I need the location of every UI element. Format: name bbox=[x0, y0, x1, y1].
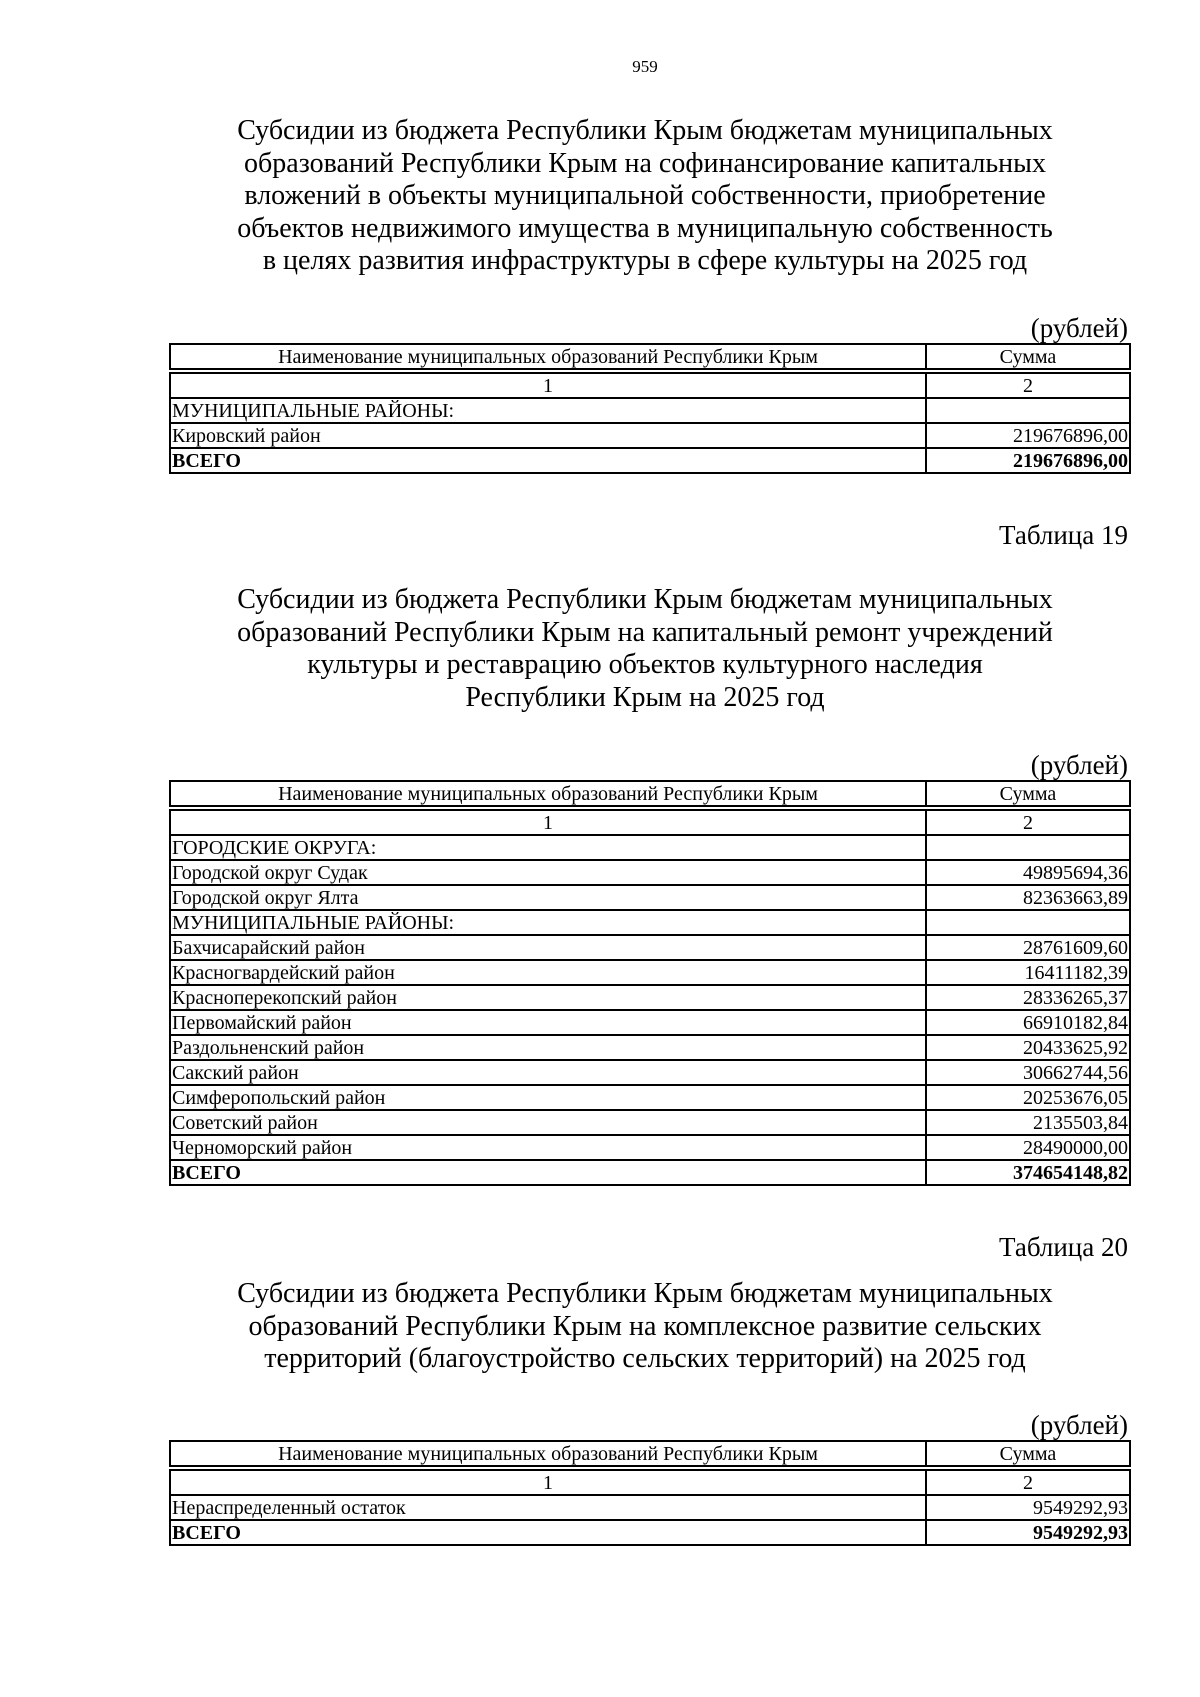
table-row bbox=[170, 398, 1130, 423]
table-row bbox=[170, 835, 1130, 860]
row-name: Раздольненский район bbox=[170, 1035, 926, 1060]
table-row bbox=[170, 423, 1130, 448]
title-line: территорий (благоустройство сельских территорий) на 2025 год bbox=[264, 1343, 1026, 1374]
total-row bbox=[170, 1520, 1130, 1545]
header-name-cell: Наименование муниципальных образований Республики Крым bbox=[170, 344, 926, 369]
row-name: Городской округ Судак bbox=[170, 860, 926, 885]
table-row bbox=[170, 1035, 1130, 1060]
row-value: 28490000,00 bbox=[926, 1135, 1130, 1160]
table-row bbox=[170, 985, 1130, 1010]
column-number-row bbox=[170, 810, 1130, 835]
header-sum-cell: Сумма bbox=[926, 1441, 1130, 1466]
table-label-19: Таблица 19 bbox=[999, 520, 1128, 550]
table-row bbox=[170, 1085, 1130, 1110]
column-number-row bbox=[170, 373, 1130, 398]
total-row bbox=[170, 448, 1130, 473]
table-row bbox=[170, 1010, 1130, 1035]
table-row bbox=[170, 1495, 1130, 1520]
title-line: Субсидии из бюджета Республики Крым бюджетам муниципальных bbox=[237, 1278, 1053, 1309]
column-number-2: 2 bbox=[926, 373, 1130, 398]
title-line: Субсидии из бюджета Республики Крым бюджетам муниципальных bbox=[237, 584, 1053, 615]
total-label: ВСЕГО bbox=[170, 1520, 926, 1545]
table-row bbox=[170, 860, 1130, 885]
table-row bbox=[170, 910, 1130, 935]
table-header-row bbox=[170, 344, 1130, 369]
row-name: Симферопольский район bbox=[170, 1085, 926, 1110]
total-row bbox=[170, 1160, 1130, 1185]
title-line: образований Республики Крым на капитальный ремонт учреждений bbox=[237, 616, 1053, 648]
table-row bbox=[170, 1110, 1130, 1135]
row-value: 28761609,60 bbox=[926, 935, 1130, 960]
total-label: ВСЕГО bbox=[170, 1160, 926, 1185]
header-name-cell: Наименование муниципальных образований Республики Крым bbox=[170, 1441, 926, 1466]
row-name: Сакский район bbox=[170, 1060, 926, 1085]
section-3-title bbox=[160, 1278, 1130, 1376]
column-number-2: 2 bbox=[926, 1470, 1130, 1495]
table-row bbox=[170, 960, 1130, 985]
units-label: (рублей) bbox=[1030, 750, 1128, 780]
units-label: (рублей) bbox=[1030, 1410, 1128, 1440]
total-value: 374654148,82 bbox=[926, 1160, 1130, 1185]
column-number-1: 1 bbox=[170, 373, 926, 398]
column-number-row bbox=[170, 1470, 1130, 1495]
row-value: 2135503,84 bbox=[926, 1110, 1130, 1135]
section-1-title bbox=[160, 115, 1130, 278]
row-value: 66910182,84 bbox=[926, 1010, 1130, 1035]
column-number-1: 1 bbox=[170, 810, 926, 835]
row-value: 82363663,89 bbox=[926, 885, 1130, 910]
table-row bbox=[170, 1060, 1130, 1085]
header-sum-cell: Сумма bbox=[926, 344, 1130, 369]
section-2-title bbox=[160, 584, 1130, 714]
row-value: 49895694,36 bbox=[926, 860, 1130, 885]
table-label-20: Таблица 20 bbox=[999, 1232, 1128, 1262]
table-row bbox=[170, 935, 1130, 960]
table-row bbox=[170, 1135, 1130, 1160]
row-name: Городской округ Ялта bbox=[170, 885, 926, 910]
row-value bbox=[926, 910, 1130, 935]
title-line: Субсидии из бюджета Республики Крым бюджетам муниципальных bbox=[237, 115, 1053, 146]
column-number-2: 2 bbox=[926, 810, 1130, 835]
column-number-1: 1 bbox=[170, 1470, 926, 1495]
title-line: образований Республики Крым на комплексное развитие сельских bbox=[248, 1310, 1042, 1342]
title-line: культуры и реставрацию объектов культурного наследия bbox=[307, 649, 983, 680]
title-line: вложений в объекты муниципальной собственности, приобретение bbox=[244, 180, 1046, 211]
row-name: Черноморский район bbox=[170, 1135, 926, 1160]
title-line: в целях развития инфраструктуры в сфере культуры на 2025 год bbox=[262, 245, 1028, 276]
row-name: ГОРОДСКИЕ ОКРУГА: bbox=[170, 835, 926, 860]
header-name-cell: Наименование муниципальных образований Республики Крым bbox=[170, 781, 926, 806]
row-value: 30662744,56 bbox=[926, 1060, 1130, 1085]
row-value bbox=[926, 835, 1130, 860]
title-line: Республики Крым на 2025 год bbox=[465, 681, 825, 713]
row-name: Нераспределенный остаток bbox=[170, 1495, 926, 1520]
row-value: 16411182,39 bbox=[926, 960, 1130, 985]
section-3-table bbox=[169, 1440, 1131, 1546]
row-name: Кировский район bbox=[170, 423, 926, 448]
section-1-table bbox=[169, 343, 1131, 474]
row-name: МУНИЦИПАЛЬНЫЕ РАЙОНЫ: bbox=[170, 910, 926, 935]
table-row bbox=[170, 885, 1130, 910]
title-line: образований Республики Крым на софинансирование капитальных bbox=[244, 147, 1046, 179]
row-name: Бахчисарайский район bbox=[170, 935, 926, 960]
row-value: 20433625,92 bbox=[926, 1035, 1130, 1060]
section-2-table bbox=[169, 780, 1131, 1186]
table-header-row bbox=[170, 1441, 1130, 1466]
row-value: 28336265,37 bbox=[926, 985, 1130, 1010]
row-name: Советский район bbox=[170, 1110, 926, 1135]
table-header-row bbox=[170, 781, 1130, 806]
row-name: МУНИЦИПАЛЬНЫЕ РАЙОНЫ: bbox=[170, 398, 926, 423]
row-name: Первомайский район bbox=[170, 1010, 926, 1035]
row-value: 219676896,00 bbox=[926, 423, 1130, 448]
page-number: 959 bbox=[632, 57, 658, 76]
units-label: (рублей) bbox=[1030, 313, 1128, 343]
row-value bbox=[926, 398, 1130, 423]
row-value: 20253676,05 bbox=[926, 1085, 1130, 1110]
header-sum-cell: Сумма bbox=[926, 781, 1130, 806]
row-value: 9549292,93 bbox=[926, 1495, 1130, 1520]
total-value: 9549292,93 bbox=[926, 1520, 1130, 1545]
total-label: ВСЕГО bbox=[170, 448, 926, 473]
title-line: объектов недвижимого имущества в муниципальную собственность bbox=[237, 212, 1053, 244]
row-name: Красноперекопский район bbox=[170, 985, 926, 1010]
total-value: 219676896,00 bbox=[926, 448, 1130, 473]
row-name: Красногвардейский район bbox=[170, 960, 926, 985]
